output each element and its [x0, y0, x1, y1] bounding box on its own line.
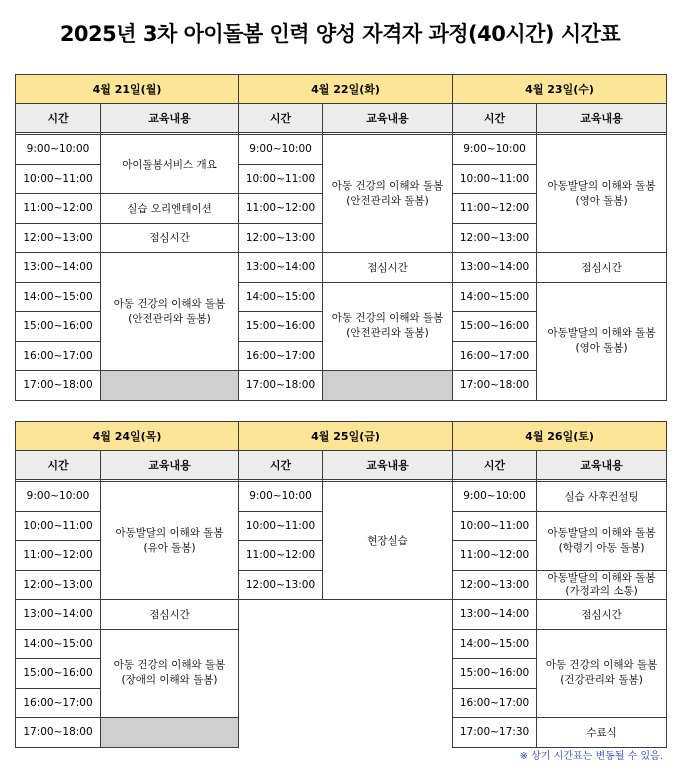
- time-cell: 14:00~15:00: [16, 282, 101, 312]
- content-column-header: 교육내용: [537, 104, 667, 133]
- time-cell: 10:00~11:00: [16, 164, 101, 194]
- session-subtitle: (영아 돌봄): [575, 194, 628, 207]
- empty-area: [323, 629, 453, 659]
- time-cell: 17:00~18:00: [16, 718, 101, 748]
- session-title: 아동발달의 이해와 돌봄: [547, 571, 656, 584]
- session-cell: [537, 629, 667, 718]
- time-cell: 10:00~11:00: [16, 511, 101, 541]
- content-column-header: 교육내용: [101, 451, 239, 480]
- time-cell: 14:00~15:00: [16, 629, 101, 659]
- session-cell: [537, 282, 667, 400]
- time-cell: 15:00~16:00: [453, 312, 537, 342]
- session-subtitle: (가정과의 소통): [565, 584, 638, 597]
- time-cell: 17:00~17:30: [453, 718, 537, 748]
- time-cell: 11:00~12:00: [16, 194, 101, 224]
- time-column-header: 시간: [453, 451, 537, 480]
- session-subtitle: (장애의 이해와 돌봄): [121, 674, 218, 687]
- session-cell: 아이돌봄서비스 개요: [101, 135, 239, 194]
- time-cell: 13:00~14:00: [16, 600, 101, 630]
- time-cell: 16:00~17:00: [453, 341, 537, 371]
- day-header-apr23: 4월 23일(수): [453, 75, 667, 104]
- time-cell: 9:00~10:00: [16, 135, 101, 165]
- time-cell: 11:00~12:00: [239, 541, 323, 571]
- time-cell: 17:00~18:00: [239, 371, 323, 401]
- session-cell: 실습 사후컨설팅: [537, 482, 667, 512]
- time-cell: 13:00~14:00: [239, 253, 323, 283]
- time-column-header: 시간: [453, 104, 537, 133]
- time-cell: 16:00~17:00: [16, 688, 101, 718]
- time-cell: 14:00~15:00: [453, 282, 537, 312]
- time-cell: 10:00~11:00: [239, 164, 323, 194]
- time-cell: 10:00~11:00: [453, 511, 537, 541]
- session-title: 아동발달의 이해와 돌봄: [547, 327, 656, 339]
- schedule-table-week1: [15, 74, 667, 401]
- time-cell: 9:00~10:00: [453, 135, 537, 165]
- session-cell: [537, 570, 667, 600]
- session-subtitle: (유아 돌봄): [143, 541, 196, 554]
- content-column-header: 교육내용: [537, 451, 667, 480]
- session-subtitle: (영아 돌봄): [575, 342, 628, 354]
- empty-area: [239, 688, 323, 718]
- empty-cell: [101, 718, 239, 748]
- time-cell: 9:00~10:00: [239, 135, 323, 165]
- empty-area: [239, 718, 323, 748]
- page-title: 2025년 3차 아이돌봄 인력 양성 자격자 과정(40시간) 시간표: [59, 22, 621, 46]
- session-cell: [537, 135, 667, 253]
- time-column-header: 시간: [239, 104, 323, 133]
- session-title: 아동발달의 이해와 돌봄: [547, 526, 656, 539]
- session-subtitle: (학령기 아동 돌봄): [558, 541, 645, 554]
- lunch-cell: 점심시간: [537, 600, 667, 630]
- session-title: 아동 건강의 이해와 돌봄: [113, 297, 226, 310]
- time-cell: 15:00~16:00: [16, 659, 101, 689]
- session-title: 아동 건강의 이해와 돌봄: [331, 312, 444, 325]
- session-cell: [101, 482, 239, 600]
- time-cell: 13:00~14:00: [453, 600, 537, 630]
- time-cell: 15:00~16:00: [239, 312, 323, 342]
- session-title: 아동발달의 이해와 돌봄: [547, 179, 656, 192]
- content-column-header: 교육내용: [323, 451, 453, 480]
- time-cell: 16:00~17:00: [453, 688, 537, 718]
- day-header-apr22: 4월 22일(화): [239, 75, 453, 104]
- session-subtitle: (안전관리와 돌봄): [346, 327, 429, 340]
- time-cell: 12:00~13:00: [239, 570, 323, 600]
- time-cell: 9:00~10:00: [453, 482, 537, 512]
- session-cell: 현장실습: [323, 482, 453, 600]
- session-cell: [323, 135, 453, 253]
- day-header-apr24: 4월 24일(목): [16, 422, 239, 451]
- time-cell: 11:00~12:00: [453, 541, 537, 571]
- time-column-header: 시간: [16, 451, 101, 480]
- session-cell: [101, 629, 239, 718]
- session-subtitle: (건강관리와 돌봄): [560, 674, 643, 687]
- time-cell: 12:00~13:00: [16, 223, 101, 253]
- time-cell: 16:00~17:00: [239, 341, 323, 371]
- session-title: 아동 건강의 이해와 돌봄: [545, 659, 658, 672]
- session-cell: 수료식: [537, 718, 667, 748]
- time-cell: 15:00~16:00: [16, 312, 101, 342]
- time-cell: 14:00~15:00: [453, 629, 537, 659]
- empty-area: [239, 629, 323, 659]
- content-column-header: 교육내용: [323, 104, 453, 133]
- empty-area: [323, 718, 453, 748]
- session-cell: [323, 282, 453, 371]
- time-cell: 12:00~13:00: [453, 223, 537, 253]
- lunch-cell: 점심시간: [537, 253, 667, 283]
- time-cell: 13:00~14:00: [16, 253, 101, 283]
- time-cell: 11:00~12:00: [239, 194, 323, 224]
- time-cell: 12:00~13:00: [16, 570, 101, 600]
- time-cell: 12:00~13:00: [239, 223, 323, 253]
- time-cell: 10:00~11:00: [239, 511, 323, 541]
- session-title: 아동발달의 이해와 돌봄: [115, 526, 224, 539]
- empty-area: [323, 600, 453, 630]
- empty-area: [323, 688, 453, 718]
- day-header-apr26: 4월 26일(토): [453, 422, 667, 451]
- time-cell: 9:00~10:00: [16, 482, 101, 512]
- empty-cell: [323, 371, 453, 401]
- empty-cell: [101, 371, 239, 401]
- time-cell: 12:00~13:00: [453, 570, 537, 600]
- time-cell: 10:00~11:00: [453, 164, 537, 194]
- time-cell: 9:00~10:00: [239, 482, 323, 512]
- session-title: 아동 건강의 이해와 돌봄: [113, 659, 226, 672]
- empty-area: [239, 659, 323, 689]
- lunch-cell: 점심시간: [323, 253, 453, 283]
- time-cell: 11:00~12:00: [16, 541, 101, 571]
- session-subtitle: (안전관리와 돌봄): [128, 312, 211, 325]
- session-subtitle: (안전관리와 돌봄): [346, 194, 429, 207]
- time-cell: 14:00~15:00: [239, 282, 323, 312]
- lunch-cell: 점심시간: [101, 600, 239, 630]
- time-column-header: 시간: [239, 451, 323, 480]
- session-cell: [537, 511, 667, 570]
- content-column-header: 교육내용: [101, 104, 239, 133]
- time-cell: 17:00~18:00: [16, 371, 101, 401]
- lunch-cell: 점심시간: [101, 223, 239, 253]
- session-title: 아동 건강의 이해와 돌봄: [331, 179, 444, 192]
- day-header-apr25: 4월 25일(금): [239, 422, 453, 451]
- empty-area: [239, 600, 323, 630]
- schedule-note: ※ 상기 시간표는 변동될 수 있음.: [519, 751, 663, 762]
- session-cell: [101, 253, 239, 371]
- time-cell: 17:00~18:00: [453, 371, 537, 401]
- day-header-apr21: 4월 21일(월): [16, 75, 239, 104]
- session-cell: 실습 오리엔테이션: [101, 194, 239, 224]
- time-column-header: 시간: [16, 104, 101, 133]
- schedule-table-week2: [15, 421, 667, 748]
- time-cell: 15:00~16:00: [453, 659, 537, 689]
- empty-area: [323, 659, 453, 689]
- time-cell: 11:00~12:00: [453, 194, 537, 224]
- time-cell: 16:00~17:00: [16, 341, 101, 371]
- time-cell: 13:00~14:00: [453, 253, 537, 283]
